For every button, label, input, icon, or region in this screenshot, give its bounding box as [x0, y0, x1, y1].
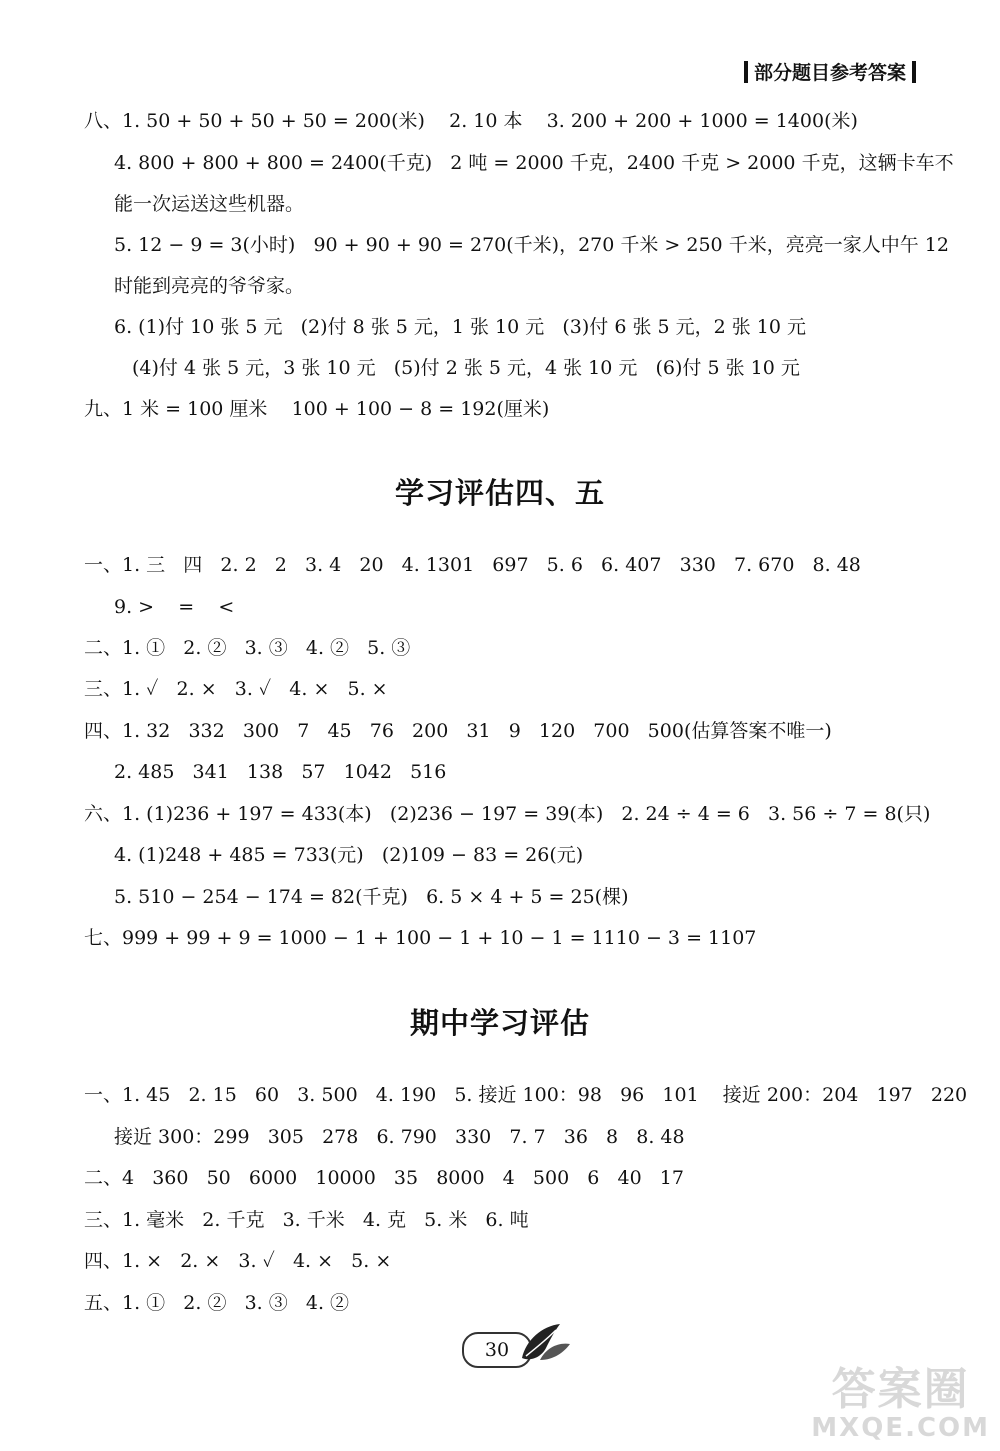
answer-line: 二、1. ① 2. ② 3. ③ 4. ② 5. ③: [84, 637, 411, 659]
answer-line: 4. 800 + 800 + 800 = 2400(千克) 2 吨 = 2000 千克，2400 千克 > 2000 千克，这辆卡车不: [114, 152, 954, 174]
answer-line: 接近 300：299 305 278 6. 790 330 7. 7 36 8 8. 48: [114, 1126, 685, 1148]
answer-line: 五、1. ① 2. ② 3. ③ 4. ②: [84, 1292, 350, 1314]
answer-line: 5. 510 − 254 − 174 = 82(千克) 6. 5 × 4 + 5 = 25(棵): [114, 886, 629, 908]
answer-line: 三、1. 毫米 2. 千克 3. 千米 4. 克 5. 米 6. 吨: [84, 1209, 529, 1231]
answer-line: 5. 12 − 9 = 3(小时) 90 + 90 + 90 = 270(千米)，270 千米 > 250 千米，亮亮一家人中午 12: [114, 234, 949, 256]
answer-line: 六、1. (1)236 + 197 = 433(本) (2)236 − 197 = 39(本) 2. 24 ÷ 4 = 6 3. 56 ÷ 7 = 8(只): [84, 803, 931, 825]
section-title: 学习评估四、五: [394, 476, 605, 510]
answer-line: 能一次运送这些机器。: [114, 193, 305, 215]
answer-line: 二、4 360 50 6000 10000 35 8000 4 500 6 40 17: [84, 1167, 684, 1189]
answer-line: 四、1. × 2. × 3. ✓ 4. × 5. ×: [84, 1250, 392, 1272]
answer-line: 四、1. 32 332 300 7 45 76 200 31 9 120 700 500(估算答案不唯一): [84, 720, 832, 742]
header-bar-right: [912, 61, 916, 83]
answer-line: 2. 485 341 138 57 1042 516: [114, 761, 447, 783]
answer-line: (4)付 4 张 5 元，3 张 10 元 (5)付 2 张 5 元，4 张 10 元 (6)付 5 张 10 元: [132, 357, 800, 379]
ink-leaf-ornament-icon: [516, 1318, 574, 1368]
watermark-url: MXQE.COM: [811, 1413, 990, 1443]
section-title: 期中学习评估: [409, 1006, 590, 1040]
page-header: [744, 58, 916, 85]
watermark: [811, 1364, 990, 1443]
answer-line: 6. (1)付 10 张 5 元 (2)付 8 张 5 元，1 张 10 元 (3)付 6 张 5 元，2 张 10 元: [114, 316, 807, 338]
answer-line: 八、1. 50 + 50 + 50 + 50 = 200(米) 2. 10 本 3. 200 + 200 + 1000 = 1400(米): [84, 110, 858, 132]
answer-line: 三、1. ✓ 2. × 3. ✓ 4. × 5. ×: [84, 678, 388, 700]
answer-line: 九、1 米 = 100 厘米 100 + 100 − 8 = 192(厘米): [84, 398, 550, 420]
header-bar-left: [744, 61, 748, 83]
page-number: 30: [462, 1332, 532, 1368]
header-title: 部分题目参考答案: [753, 62, 906, 84]
answer-line: 一、1. 三 四 2. 2 2 3. 4 20 4. 1301 697 5. 6 6. 407 330 7. 670 8. 48: [84, 554, 861, 576]
answer-line: 4. (1)248 + 485 = 733(元) (2)109 − 83 = 26(元): [114, 844, 584, 866]
answer-line: 七、999 + 99 + 9 = 1000 − 1 + 100 − 1 + 10 − 1 = 1110 − 3 = 1107: [84, 927, 757, 949]
watermark-logo: 答案圈: [831, 1364, 970, 1415]
answer-line: 9. > = <: [114, 596, 235, 618]
answer-line: 一、1. 45 2. 15 60 3. 500 4. 190 5. 接近 100：98 96 101 接近 200：204 197 220: [84, 1084, 968, 1106]
answer-line: 时能到亮亮的爷爷家。: [114, 275, 305, 297]
